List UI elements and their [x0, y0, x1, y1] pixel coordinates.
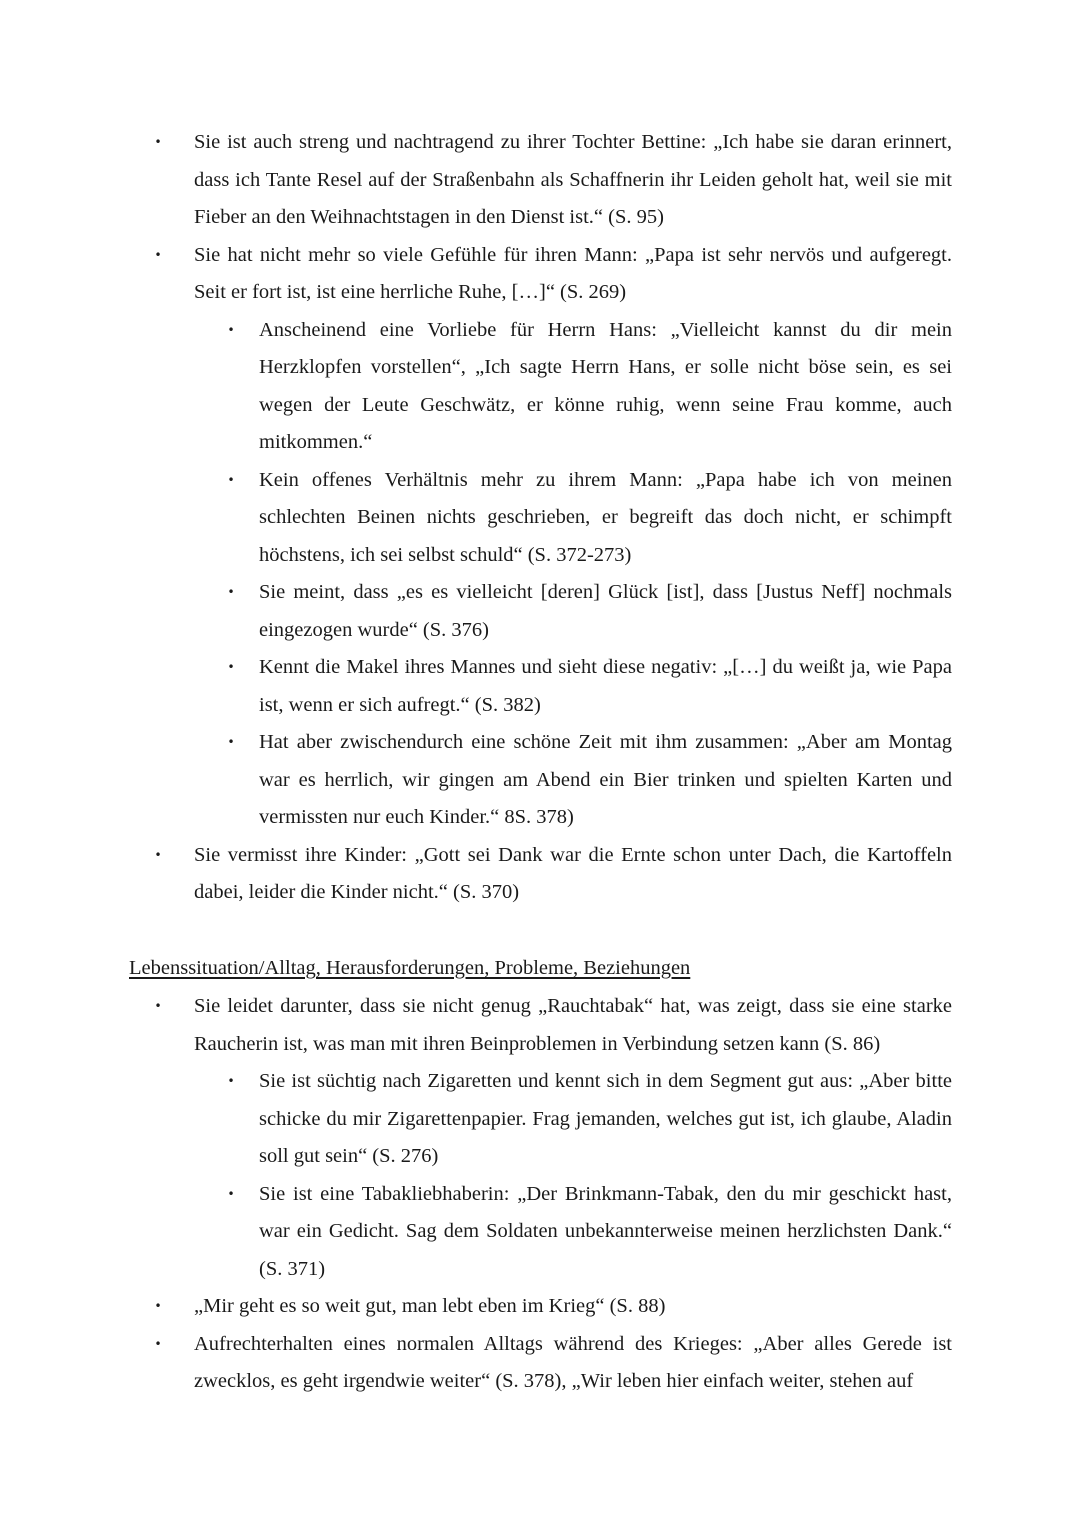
- list-item: [227, 574, 952, 649]
- list-item-text: Anscheinend eine Vorliebe für Herrn Hans: „Vielleicht kannst du dir mein Herzklopfen vorstellen“, „Ich sagte Herrn Hans, er solle nicht böse sein, es sei wegen der Leute Geschwätz, er könne ruhig, wenn seine Frau komme, auch mitkommen.“: [259, 318, 952, 453]
- list-item-text: Sie leidet darunter, dass sie nicht genug „Rauchtabak“ hat, was zeigt, dass sie eine starke Raucherin ist, was man mit ihren Beinproblemen in Verbindung setzen kann (S. 86): [194, 995, 952, 1055]
- list-item: [227, 649, 952, 724]
- list-item-text: Aufrechterhalten eines normalen Alltags während des Krieges: „Aber alles Gerede ist zwecklos, es geht irgendwie weiter“ (S. 378), „Wir leben hier einfach weiter, stehen auf: [194, 1332, 952, 1392]
- list-item-text: Hat aber zwischendurch eine schöne Zeit mit ihm zusammen: „Aber am Montag war es herrlich, wir gingen am Abend ein Bier trinken und spielten Karten und vermissten nur euch Kinder.“ 8S. 378): [259, 731, 952, 828]
- list-item-text: Sie ist eine Tabakliebhaberin: „Der Brinkmann-Tabak, den du mir geschickt hast, war ein Gedicht. Sag dem Soldaten unbekannterweise meinen herzlichsten Dank.“ (S. 371): [259, 1182, 952, 1280]
- bullet-icon: •: [154, 1336, 162, 1351]
- bullet-icon: •: [227, 735, 235, 749]
- list-item: [154, 1326, 952, 1401]
- list-item-text: Kennt die Makel ihres Mannes und sieht diese negativ: „[…] du weißt ja, wie Papa ist, wenn er sich aufregt.“ (S. 382): [259, 656, 952, 716]
- bullet-icon: •: [227, 1186, 235, 1201]
- bullet-icon: •: [227, 660, 235, 674]
- list-item: [154, 837, 952, 912]
- bullet-list-bottom: [0, 988, 1080, 1401]
- section-heading: Lebenssituation/Alltag, Herausforderungen, Probleme, Beziehungen: [129, 957, 691, 979]
- list-item: [154, 124, 952, 237]
- bullet-icon: •: [154, 1299, 162, 1313]
- bullet-icon: •: [154, 135, 162, 149]
- list-item-text: Sie ist süchtig nach Zigaretten und kennt sich in dem Segment gut aus: „Aber bitte schicke du mir Zigarettenpapier. Frag jemanden, welches gut ist, ich glaube, Aladin soll gut sein“ (S. 276): [259, 1070, 952, 1167]
- list-item-text: „Mir geht es so weit gut, man lebt eben im Krieg“ (S. 88): [194, 1295, 666, 1317]
- bullet-icon: •: [227, 585, 235, 599]
- bullet-icon: •: [227, 1074, 235, 1088]
- list-item-text: Sie hat nicht mehr so viele Gefühle für ihren Mann: „Papa ist sehr nervös und aufgeregt. Seit er fort ist, ist eine herrliche Ruhe, […]“ (S. 269): [194, 243, 952, 303]
- list-item: [154, 237, 952, 312]
- list-item: [227, 462, 952, 575]
- bullet-list-top: [0, 124, 1080, 912]
- list-item-text: Kein offenes Verhältnis mehr zu ihrem Mann: „Papa habe ich von meinen schlechten Beinen nichts geschrieben, er begreift das doch nicht, er schimpft höchstens, ich sei selbst schuld“ (S. 372-273): [259, 468, 952, 566]
- list-item-text: Sie vermisst ihre Kinder: „Gott sei Dank war die Ernte schon unter Dach, die Kartoffeln dabei, leider die Kinder nicht.“ (S. 370): [194, 843, 952, 903]
- list-item: [227, 724, 952, 837]
- bullet-icon: •: [227, 472, 235, 487]
- bullet-icon: •: [154, 847, 162, 862]
- bullet-icon: •: [154, 999, 162, 1013]
- list-item: [227, 1063, 952, 1176]
- list-item: [154, 1288, 952, 1326]
- bullet-icon: •: [154, 247, 162, 262]
- list-item-text: Sie ist auch streng und nachtragend zu ihrer Tochter Bettine: „Ich habe sie daran erinnert, dass ich Tante Resel auf der Straßenbahn als Schaffnerin ihr Leiden geholt hat, weil sie mit Fieber an den Weihnachtstagen in den Dienst ist.“ (S. 95): [194, 131, 952, 228]
- list-item: [227, 1176, 952, 1289]
- bullet-icon: •: [227, 322, 235, 337]
- list-item: [227, 312, 952, 462]
- list-item-text: Sie meint, dass „es es vielleicht [deren] Glück [ist], dass [Justus Neff] nochmals eingezogen wurde“ (S. 376): [259, 581, 952, 641]
- list-item: [154, 988, 952, 1063]
